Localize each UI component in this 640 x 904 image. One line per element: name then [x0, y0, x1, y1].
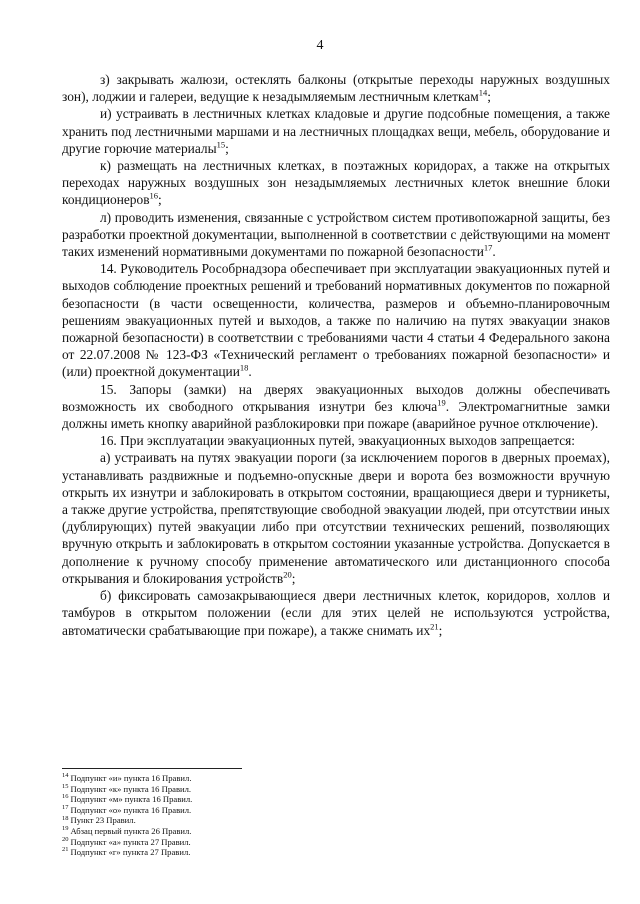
paragraph-z: з) закрывать жалюзи, остеклять балконы (открытые переходы наружных воздушных зон), лоджии и галереи, ведущие к незадымляемым лестничным клеткам$^{14}$; [62, 72, 610, 105]
footnote-divider [62, 768, 242, 769]
paragraph-b: б) фиксировать самозакрывающиеся двери лестничных клеток, коридоров, холлов и тамбуров в открытом положении (если для этих целей не используются устройства, автоматически срабатывающие при пожаре), а также снимать $их^{21}$; [62, 588, 610, 638]
footnote: $^{19}$ Абзац первый пункта 26 Правил. [62, 825, 192, 836]
footnote-ref: 20 [283, 569, 292, 580]
footnote: $^{17}$ Подпункт «о» пункта 16 Правил. [62, 803, 192, 815]
footnote-ref: 21 [430, 621, 439, 632]
footnote-ref: 18 [239, 362, 249, 373]
paragraph-a: а) устраивать на путях эвакуации пороги (за исключением порогов в дверных проемах), устанавливать раздвижные и подъемно-опускные двери и ворота без возможности вручную открыть их изнутри и заблокировать в открытом состоянии, вращающиеся двери и турникеты, а также другие устройства, препятствующие свободной эвакуации людей, при отсутствии иных (дублирующих) путей эвакуации либо при отсутствии технических решений, позволяющих вручную открыть и заблокировать в открытом состоянии указанные устройства. Допускается в дополнение к ручному способу применение автоматического или дистанционного способа открывания и блокирования устройств$^{20}$; [62, 450, 610, 586]
footnote-ref: 15 [216, 139, 226, 150]
paragraph-l: л) проводить изменения, связанные с устройством систем противопожарной защиты, без разработки проектной документации, выполненной в соответствии с действующими на момент таких изменений нормативными документами по пожарной безопасности$^{17}$. [62, 209, 610, 260]
document-body [62, 71, 610, 639]
paragraph-15: 15. Запоры (замки) на дверях эвакуационных выходов должны обеспечивать возможность их свободного открывания изнутри без ключа$^{19}$. Электромагнитные замки должны иметь кнопку аварийной разблокировки при пожаре (аварийное ручное отключение). [62, 381, 610, 432]
paragraph-16: 16. При эксплуатации эвакуационных путей, эвакуационных выходов запрещается: [100, 433, 576, 449]
page-number: 4 [316, 38, 324, 53]
paragraph-14: 14. Руководитель Рособрнадзора обеспечивает при эксплуатации эвакуационных путей и выходов соблюдение проектных решений и требований нормативных документов по пожарной безопасности (в части освещенности, количества, размеров и объемно-планировочным решениям эвакуационных путей и выходов, а также по наличию на путях эвакуации знаков пожарной безопасности) в соответствии с требованиями части 4 статьи 4 Федерального закона от 22.07.2008 № 123-ФЗ «Технический регламент о требованиях пожарной безопасности» и (или) проектной документации$^{18}$. [62, 261, 610, 380]
footnote: $^{21}$ Подпункт «г» пункта 27 Правил. [62, 846, 191, 858]
footnote: $^{15}$ Подпункт «к» пункта 16 Правил. [62, 782, 192, 794]
footnote-ref: 19 [437, 397, 446, 408]
footnote-ref: 17 [483, 242, 493, 253]
footnote: $^{18}$ Пункт 23 Правил. [62, 814, 136, 826]
footnote-ref: 14 [478, 87, 488, 98]
footnote: $^{14}$ Подпункт «и» пункта 16 Правил. [62, 772, 192, 783]
paragraph-i: и) устраивать в лестничных клетках кладовые и другие подсобные помещения, а также хранить под лестничными маршами и на лестничных площадках вещи, мебель, оборудование и другие горючие материалы$^{15}$; [62, 106, 610, 156]
paragraph-k: к) размещать на лестничных клетках, в поэтажных коридорах, а также на открытых переходах наружных воздушных зон незадымляемых лестничных клеток внешние блоки кондиционеров$^{16}$; [62, 158, 610, 208]
footnotes [62, 773, 462, 858]
footnote: $^{16}$ Подпункт «м» пункта 16 Правил. [62, 793, 193, 805]
footnote-ref: 16 [149, 190, 159, 201]
footnote: $^{20}$ Подпункт «а» пункта 27 Правил. [62, 835, 191, 847]
